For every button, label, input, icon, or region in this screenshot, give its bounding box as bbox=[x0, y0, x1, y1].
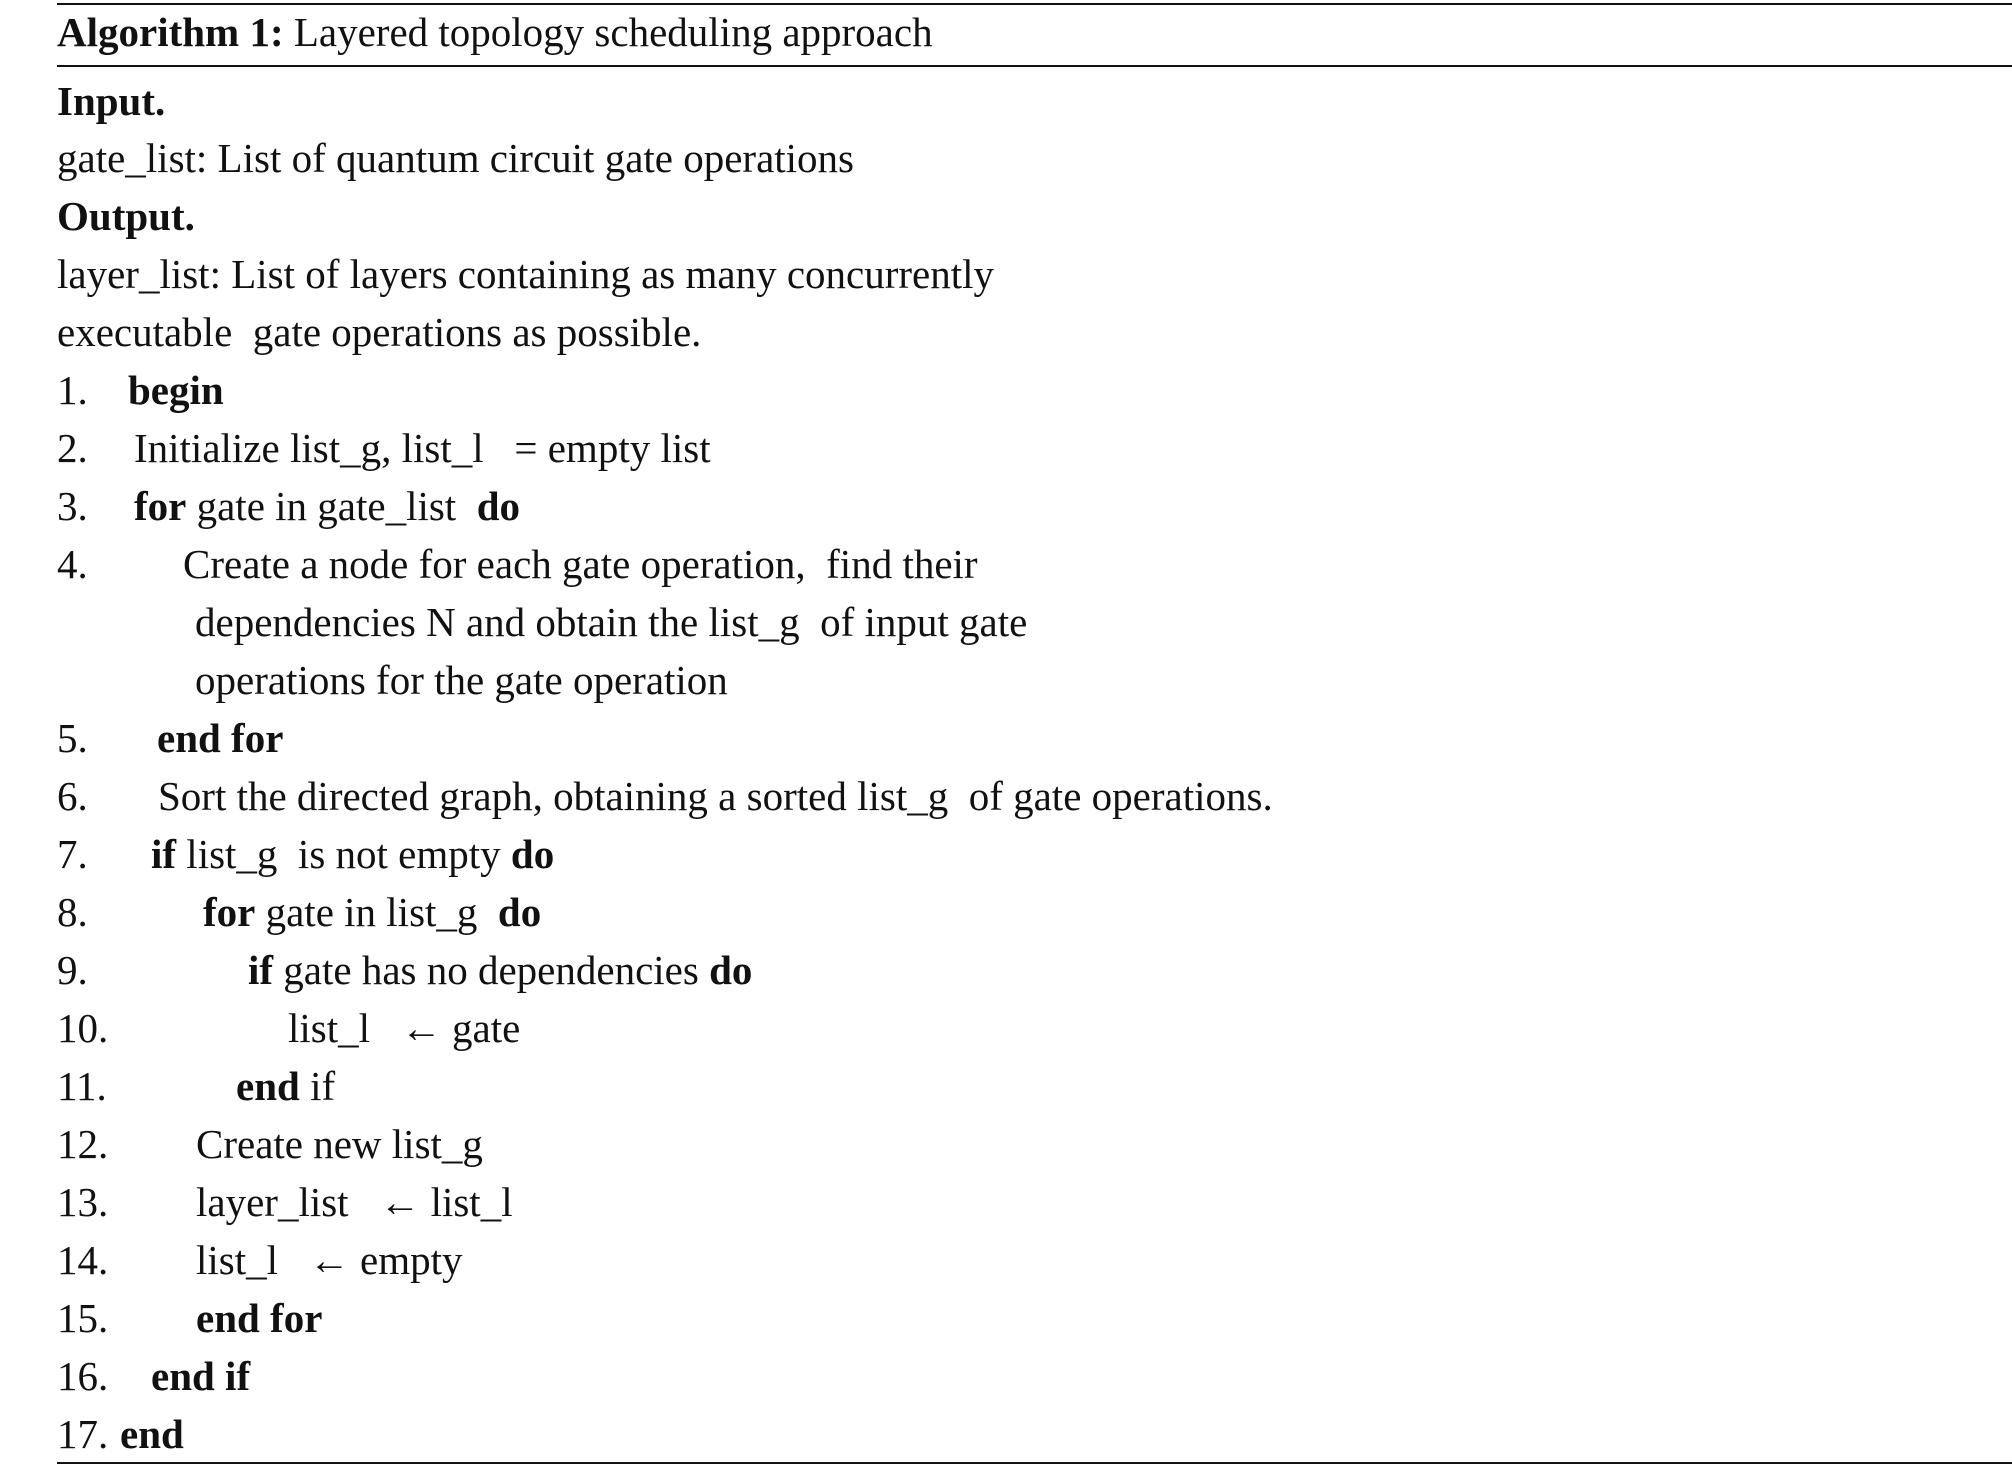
step-number: 3. bbox=[57, 483, 88, 529]
step-8: for gate in list_g do bbox=[203, 889, 542, 935]
step-number: 7. bbox=[57, 831, 88, 877]
step-number: 14. bbox=[57, 1237, 109, 1283]
step-number: 9. bbox=[57, 947, 88, 993]
step-9: if gate has no dependencies do bbox=[248, 947, 753, 993]
title-rule bbox=[57, 65, 2012, 67]
step-number: 12. bbox=[57, 1121, 109, 1167]
step-4-line3: operations for the gate operation bbox=[195, 657, 728, 703]
step-16: end if bbox=[151, 1353, 251, 1399]
algorithm-label: Algorithm 1: bbox=[57, 9, 284, 55]
step-number: 5. bbox=[57, 715, 88, 761]
step-number: 15. bbox=[57, 1295, 109, 1341]
output-text-line2: executable gate operations as possible. bbox=[57, 309, 702, 355]
output-heading: Output. bbox=[57, 193, 195, 239]
step-number: 6. bbox=[57, 773, 88, 819]
algorithm-caption bbox=[57, 3, 933, 61]
step-3: for gate in gate_list do bbox=[134, 483, 521, 529]
step-12: Create new list_g bbox=[196, 1121, 483, 1167]
step-number: 17. bbox=[57, 1411, 109, 1457]
step-number: 13. bbox=[57, 1179, 109, 1225]
algorithm-title: Layered topology scheduling approach bbox=[293, 9, 933, 55]
step-number: 10. bbox=[57, 1005, 109, 1051]
step-2: Initialize list_g, list_l = empty list bbox=[134, 425, 711, 471]
step-5: end for bbox=[157, 715, 284, 761]
step-10: list_l ← gate bbox=[288, 1005, 521, 1051]
step-7: if list_g is not empty do bbox=[151, 831, 555, 877]
bottom-rule bbox=[57, 1462, 2012, 1464]
step-number: 2. bbox=[57, 425, 88, 471]
input-text: gate_list: List of quantum circuit gate operations bbox=[57, 135, 855, 181]
output-text-line1: layer_list: List of layers containing as many concurrently bbox=[57, 251, 995, 297]
step-number: 11. bbox=[57, 1063, 107, 1109]
step-1: begin bbox=[128, 367, 224, 413]
step-number: 16. bbox=[57, 1353, 109, 1399]
step-number: 1. bbox=[57, 367, 88, 413]
step-14: list_l ← empty bbox=[196, 1237, 463, 1283]
step-number: 8. bbox=[57, 889, 88, 935]
step-15: end for bbox=[196, 1295, 323, 1341]
step-13: layer_list ← list_l bbox=[196, 1179, 513, 1225]
step-4-line1: Create a node for each gate operation, find their bbox=[183, 541, 978, 587]
step-number: 4. bbox=[57, 541, 88, 587]
step-17: end bbox=[120, 1411, 184, 1457]
step-4-line2: dependencies N and obtain the list_g of input gate bbox=[195, 599, 1028, 645]
input-heading: Input. bbox=[57, 78, 166, 124]
step-11: end if bbox=[236, 1063, 336, 1109]
step-6: Sort the directed graph, obtaining a sorted list_g of gate operations. bbox=[158, 773, 1273, 819]
